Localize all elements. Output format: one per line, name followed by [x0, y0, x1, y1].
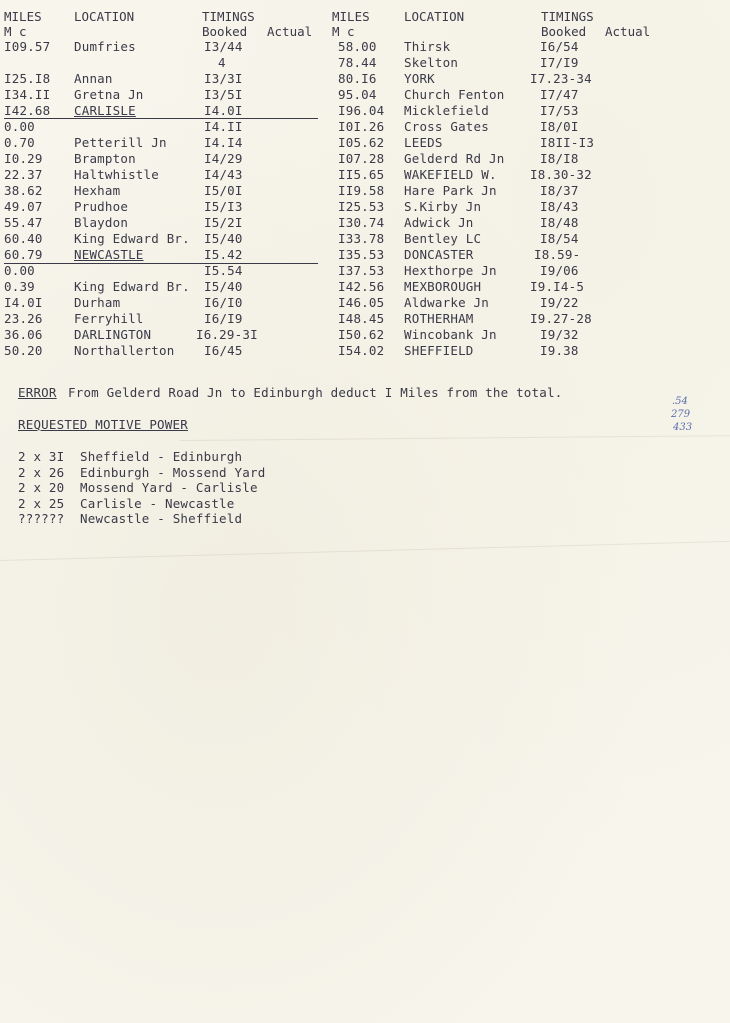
- booked-time-cell: I8/37: [540, 183, 579, 198]
- miles-cell: 60.40: [4, 231, 43, 246]
- booked-time-cell: I3/5I: [204, 87, 243, 102]
- left-header-booked: Booked: [202, 24, 248, 39]
- left-header-location: LOCATION: [74, 9, 135, 24]
- miles-cell: II5.65: [338, 167, 385, 182]
- right-header-m-c: M c: [332, 24, 355, 39]
- route-segment: Edinburgh - Mossend Yard: [80, 464, 266, 480]
- location-cell: DARLINGTON: [74, 327, 152, 342]
- miles-cell: I54.02: [338, 343, 385, 358]
- left-header-m-c: M c: [4, 24, 27, 39]
- locomotive-count: 2 x 20: [18, 480, 65, 495]
- location-cell: Church Fenton: [404, 87, 505, 102]
- miles-cell: I50.62: [338, 327, 385, 342]
- location-cell: Blaydon: [74, 215, 129, 230]
- booked-time-cell: I7/53: [540, 103, 579, 118]
- location-cell: Durham: [74, 295, 121, 310]
- miles-cell: 60.79: [4, 247, 43, 262]
- booked-time-cell: I4/43: [204, 167, 243, 182]
- left-header-timings: TIMINGS: [202, 9, 255, 24]
- left-header-miles: MILES: [4, 9, 42, 24]
- miles-cell: I37.53: [338, 263, 385, 278]
- location-cell: Ferryhill: [74, 311, 144, 326]
- location-cell: DONCASTER: [404, 247, 474, 262]
- location-cell: CARLISLE: [74, 103, 136, 118]
- booked-time-cell: I8.30-32: [530, 167, 592, 182]
- location-cell: MEXBOROUGH: [404, 279, 482, 294]
- miles-cell: I25.53: [338, 199, 385, 214]
- miles-cell: I42.56: [338, 279, 385, 294]
- miles-cell: 0.70: [4, 135, 35, 150]
- miles-cell: 38.62: [4, 183, 43, 198]
- booked-time-cell: I8/43: [540, 199, 579, 214]
- miles-cell: 0.00: [4, 119, 35, 134]
- error-text: From Gelderd Road Jn to Edinburgh deduct I Miles from the total.: [68, 385, 563, 400]
- booked-time-cell: I4.II: [204, 119, 243, 134]
- booked-time-cell: I9.27-28: [530, 311, 592, 326]
- paper-crease: [0, 541, 730, 561]
- location-cell: Haltwhistle: [74, 167, 159, 182]
- miles-cell: 50.20: [4, 343, 43, 358]
- location-cell: LEEDS: [404, 135, 443, 150]
- locomotive-count: 2 x 26: [18, 464, 65, 480]
- booked-time-cell: I4.0I: [204, 103, 243, 118]
- booked-time-cell: I5.42: [204, 247, 243, 262]
- booked-time-cell: I7/47: [540, 87, 579, 102]
- location-cell: YORK: [404, 71, 435, 86]
- location-cell: SHEFFIELD: [404, 343, 474, 358]
- location-cell: Brampton: [74, 151, 136, 166]
- location-cell: Bentley LC: [404, 231, 482, 246]
- booked-time-cell: I9.I4-5: [530, 279, 585, 294]
- location-cell: Hexham: [74, 183, 121, 198]
- error-label: ERROR: [18, 385, 57, 400]
- miles-cell: I30.74: [338, 215, 385, 230]
- location-cell: Gretna Jn: [74, 87, 144, 102]
- locomotive-count: 2 x 25: [18, 495, 65, 511]
- route-segment: Sheffield - Edinburgh: [80, 449, 243, 464]
- miles-cell: 49.07: [4, 199, 43, 214]
- booked-time-cell: 4: [218, 55, 226, 70]
- location-cell: WAKEFIELD W.: [404, 167, 497, 182]
- location-cell: Skelton: [404, 55, 459, 70]
- locomotive-count: 2 x 3I: [18, 449, 65, 464]
- location-cell: Wincobank Jn: [404, 327, 497, 342]
- booked-time-cell: I3/3I: [204, 71, 243, 86]
- location-cell: King Edward Br.: [74, 231, 190, 246]
- booked-time-cell: I9/32: [540, 327, 579, 342]
- location-cell: Aldwarke Jn: [404, 295, 489, 310]
- miles-cell: I25.I8: [4, 71, 51, 86]
- miles-cell: I46.05: [338, 295, 385, 310]
- booked-time-cell: I8/I8: [540, 151, 579, 166]
- booked-time-cell: I8/0I: [540, 119, 579, 134]
- booked-time-cell: I8.59-: [534, 247, 581, 262]
- location-cell: Petterill Jn: [74, 135, 167, 150]
- location-cell: Northallerton: [74, 343, 175, 358]
- right-header-actual: Actual: [605, 24, 651, 39]
- booked-time-cell: I6/45: [204, 343, 243, 358]
- section-divider-carlisle: [4, 118, 318, 119]
- miles-cell: I05.62: [338, 135, 385, 150]
- miles-cell: I35.53: [338, 247, 385, 262]
- location-cell: Gelderd Rd Jn: [404, 151, 505, 166]
- miles-cell: I48.45: [338, 311, 385, 326]
- location-cell: Dumfries: [74, 39, 136, 54]
- miles-cell: 58.00: [338, 39, 377, 54]
- miles-cell: 55.47: [4, 215, 43, 230]
- booked-time-cell: I8/54: [540, 231, 579, 246]
- route-segment: Mossend Yard - Carlisle: [80, 480, 258, 495]
- booked-time-cell: I9.38: [540, 343, 579, 358]
- miles-cell: I33.78: [338, 231, 385, 246]
- location-cell: King Edward Br.: [74, 279, 190, 294]
- location-cell: Prudhoe: [74, 199, 129, 214]
- route-segment: Newcastle - Sheffield: [80, 511, 243, 526]
- section-divider-newcastle: [4, 263, 318, 264]
- right-header-miles: MILES: [332, 9, 370, 24]
- right-header-timings: TIMINGS: [541, 9, 594, 24]
- location-cell: Adwick Jn: [404, 215, 474, 230]
- margin-note: 279: [671, 409, 691, 420]
- miles-cell: 95.04: [338, 87, 377, 102]
- location-cell: Hexthorpe Jn: [404, 263, 497, 278]
- booked-time-cell: I5.54: [204, 263, 243, 278]
- miles-cell: 0.39: [4, 279, 35, 294]
- miles-cell: 22.37: [4, 167, 43, 182]
- booked-time-cell: I8/48: [540, 215, 579, 230]
- booked-time-cell: I5/0I: [204, 183, 243, 198]
- miles-cell: 36.06: [4, 327, 43, 342]
- miles-cell: II9.58: [338, 183, 385, 198]
- miles-cell: I07.28: [338, 151, 385, 166]
- miles-cell: I09.57: [4, 39, 51, 54]
- location-cell: Cross Gates: [404, 119, 489, 134]
- route-segment: Carlisle - Newcastle: [80, 495, 235, 511]
- miles-cell: I0I.26: [338, 119, 385, 134]
- location-cell: Hare Park Jn: [404, 183, 497, 198]
- booked-time-cell: I9/06: [540, 263, 579, 278]
- booked-time-cell: I9/22: [540, 295, 579, 310]
- left-header-actual: Actual: [267, 24, 313, 39]
- miles-cell: 23.26: [4, 311, 43, 326]
- miles-cell: I0.29: [4, 151, 43, 166]
- booked-time-cell: I6/54: [540, 39, 579, 54]
- booked-time-cell: I8II-I3: [540, 135, 595, 150]
- location-cell: S.Kirby Jn: [404, 199, 482, 214]
- miles-cell: I34.II: [4, 87, 51, 102]
- miles-cell: 80.I6: [338, 71, 377, 86]
- location-cell: Thirsk: [404, 39, 451, 54]
- booked-time-cell: I7/I9: [540, 55, 579, 70]
- motive-power-heading: REQUESTED MOTIVE POWER: [18, 417, 188, 432]
- booked-time-cell: I4/29: [204, 151, 243, 166]
- right-header-location: LOCATION: [404, 9, 465, 24]
- miles-cell: 78.44: [338, 55, 377, 70]
- booked-time-cell: I5/40: [204, 279, 243, 294]
- location-cell: Annan: [74, 71, 113, 86]
- miles-cell: 0.00: [4, 263, 35, 278]
- miles-cell: I42.68: [4, 103, 51, 118]
- margin-note: 433: [673, 422, 693, 433]
- miles-cell: I96.04: [338, 103, 385, 118]
- paper-crease: [180, 435, 730, 441]
- location-cell: Micklefield: [404, 103, 489, 118]
- booked-time-cell: I7.23-34: [530, 71, 592, 86]
- locomotive-count: ??????: [18, 511, 65, 526]
- booked-time-cell: I5/40: [204, 231, 243, 246]
- booked-time-cell: I6/I0: [204, 295, 243, 310]
- booked-time-cell: I5/I3: [204, 199, 243, 214]
- booked-time-cell: I6/I9: [204, 311, 243, 326]
- location-cell: ROTHERHAM: [404, 311, 474, 326]
- miles-cell: I4.0I: [4, 295, 43, 310]
- right-header-booked: Booked: [541, 24, 587, 39]
- location-cell: NEWCASTLE: [74, 247, 144, 262]
- booked-time-cell: I3/44: [204, 39, 243, 54]
- margin-note: .54: [672, 396, 688, 407]
- booked-time-cell: I6.29-3I: [196, 327, 258, 342]
- booked-time-cell: I4.I4: [204, 135, 243, 150]
- booked-time-cell: I5/2I: [204, 215, 243, 230]
